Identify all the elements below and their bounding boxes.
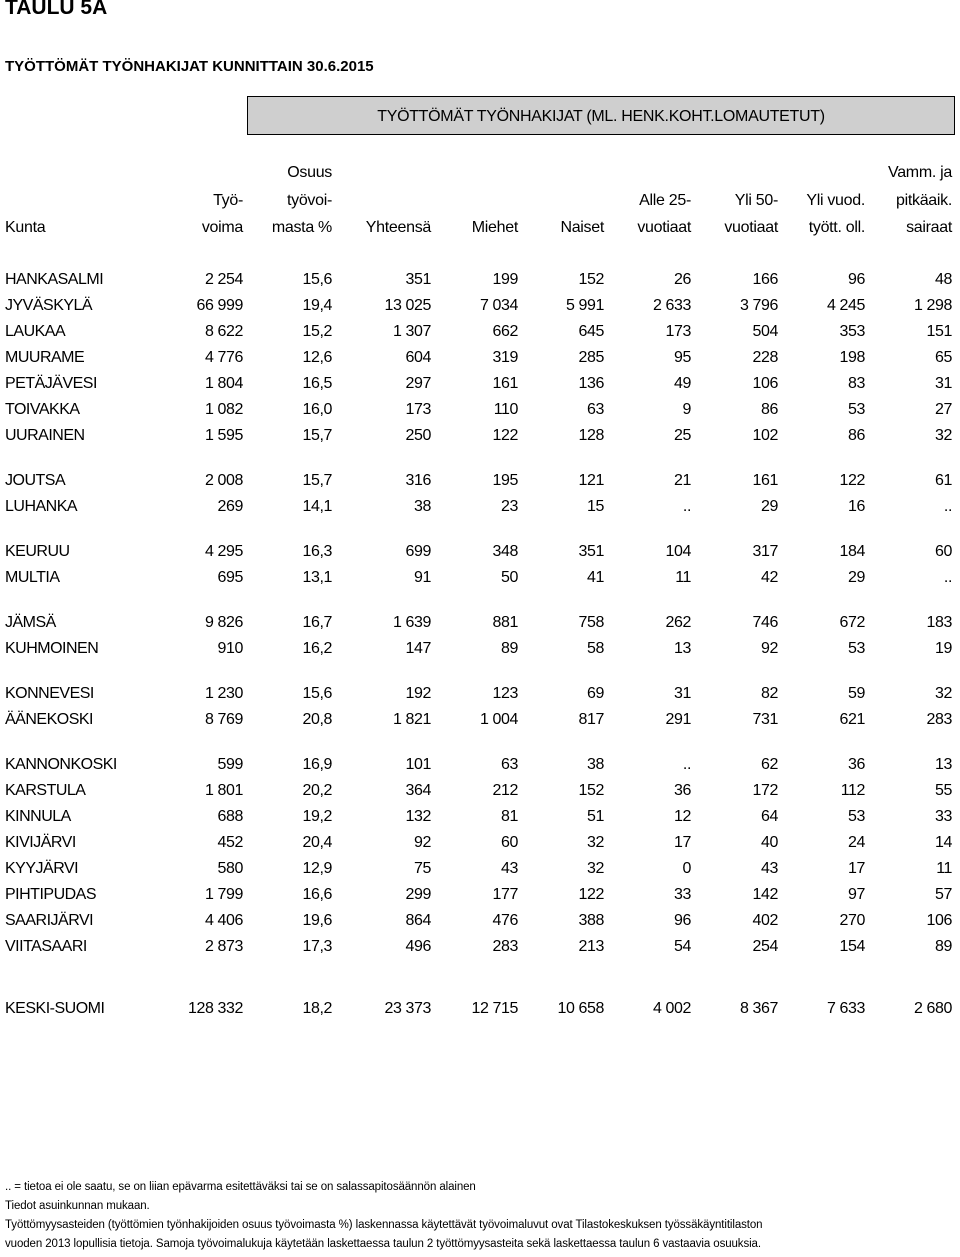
table-cell: 69 xyxy=(587,685,604,702)
table-cell: 184 xyxy=(839,543,865,560)
table-cell: 23 xyxy=(501,498,518,515)
table-cell: 250 xyxy=(405,427,431,444)
municipality-name: KARSTULA xyxy=(5,782,86,799)
table-cell: 49 xyxy=(674,375,691,392)
table-cell: 65 xyxy=(935,349,952,366)
table-cell: 50 xyxy=(501,569,518,586)
table-cell: 132 xyxy=(405,808,431,825)
table-cell: 1 082 xyxy=(204,401,243,418)
table-cell: 580 xyxy=(217,860,243,877)
table-cell: 128 xyxy=(578,427,604,444)
table-cell: 122 xyxy=(839,472,865,489)
table-cell: 16,6 xyxy=(302,886,332,903)
table-cell: 32 xyxy=(935,685,952,702)
table-cell: 147 xyxy=(405,640,431,657)
table-cell: 1 639 xyxy=(392,614,431,631)
table-cell: 20,4 xyxy=(302,834,332,851)
table-cell: 16,9 xyxy=(302,756,332,773)
table-cell: 63 xyxy=(587,401,604,418)
table-cell: 817 xyxy=(578,711,604,728)
table-cell: 4 406 xyxy=(204,912,243,929)
table-cell: 228 xyxy=(752,349,778,366)
table-cell: 9 826 xyxy=(204,614,243,631)
table-cell: 1 595 xyxy=(204,427,243,444)
table-cell: 402 xyxy=(752,912,778,929)
table-cell: 8 367 xyxy=(739,1000,778,1017)
table-cell: 97 xyxy=(848,886,865,903)
table-cell: 1 799 xyxy=(204,886,243,903)
table-cell: 16,5 xyxy=(302,375,332,392)
table-cell: 316 xyxy=(405,472,431,489)
table-cell: 31 xyxy=(935,375,952,392)
table-cell: 64 xyxy=(761,808,778,825)
table-cell: 16 xyxy=(848,498,865,515)
table-cell: 177 xyxy=(492,886,518,903)
table-cell: 621 xyxy=(839,711,865,728)
footnote-line: .. = tietoa ei ole saatu, se on liian epävarma esitettäväksi tai se on salassapitosäännön alainen xyxy=(5,1181,476,1193)
table-cell: 20,2 xyxy=(302,782,332,799)
table-cell: 122 xyxy=(492,427,518,444)
table-cell: 21 xyxy=(674,472,691,489)
table-cell: 746 xyxy=(752,614,778,631)
table-cell: 192 xyxy=(405,685,431,702)
table-cell: 11 xyxy=(675,569,691,586)
table-cell: 29 xyxy=(761,498,778,515)
table-cell: 82 xyxy=(761,685,778,702)
table-cell: 173 xyxy=(405,401,431,418)
municipality-name: UURAINEN xyxy=(5,427,85,444)
table-cell: 364 xyxy=(405,782,431,799)
table-cell: 864 xyxy=(405,912,431,929)
column-header: Yhteensä xyxy=(365,219,431,236)
table-cell: 17 xyxy=(674,834,691,851)
table-cell: 92 xyxy=(414,834,431,851)
municipality-name: JÄMSÄ xyxy=(5,614,56,631)
table-cell: 16,7 xyxy=(302,614,332,631)
table-cell: 348 xyxy=(492,543,518,560)
table-cell: 14 xyxy=(935,834,952,851)
table-cell: 15,7 xyxy=(302,427,332,444)
table-cell: 60 xyxy=(935,543,952,560)
table-cell: 672 xyxy=(839,614,865,631)
table-cell: 13 xyxy=(674,640,691,657)
municipality-name: KONNEVESI xyxy=(5,685,94,702)
table-cell: 58 xyxy=(587,640,604,657)
table-cell: 33 xyxy=(935,808,952,825)
table-cell: 66 999 xyxy=(196,297,243,314)
table-cell: 7 034 xyxy=(479,297,518,314)
table-cell: 1 004 xyxy=(479,711,518,728)
table-cell: 283 xyxy=(926,711,952,728)
table-cell: 1 298 xyxy=(913,297,952,314)
municipality-name: KANNONKOSKI xyxy=(5,756,117,773)
table-cell: 154 xyxy=(839,938,865,955)
table-cell: 12,6 xyxy=(302,349,332,366)
table-cell: 2 633 xyxy=(652,297,691,314)
table-cell: 2 680 xyxy=(913,1000,952,1017)
table-cell: 604 xyxy=(405,349,431,366)
table-cell: 62 xyxy=(761,756,778,773)
table-cell: 297 xyxy=(405,375,431,392)
table-cell: 136 xyxy=(578,375,604,392)
table-cell: 16,3 xyxy=(302,543,332,560)
municipality-name: KIVIJÄRVI xyxy=(5,834,76,851)
table-cell: 61 xyxy=(935,472,952,489)
table-cell: 89 xyxy=(501,640,518,657)
table-cell: 33 xyxy=(674,886,691,903)
table-cell: 15 xyxy=(587,498,604,515)
table-cell: 23 373 xyxy=(384,1000,431,1017)
table-cell: 19,4 xyxy=(302,297,332,314)
table-cell: 123 xyxy=(492,685,518,702)
municipality-name: KUHMOINEN xyxy=(5,640,99,657)
table-cell: 351 xyxy=(405,271,431,288)
table-cell: 57 xyxy=(935,886,952,903)
table-cell: 53 xyxy=(848,401,865,418)
table-cell: 198 xyxy=(839,349,865,366)
table-cell: 102 xyxy=(752,427,778,444)
table-cell: 17 xyxy=(848,860,865,877)
table-cell: 504 xyxy=(752,323,778,340)
table-cell: 0 xyxy=(682,860,691,877)
table-cell: 12 715 xyxy=(471,1000,518,1017)
table-cell: .. xyxy=(943,498,952,515)
column-header: voima xyxy=(201,219,243,236)
table-cell: 213 xyxy=(578,938,604,955)
column-header: Alle 25- xyxy=(639,192,691,209)
table-cell: 86 xyxy=(848,427,865,444)
table-cell: 20,8 xyxy=(302,711,332,728)
column-header: Yli vuod. xyxy=(806,192,865,209)
table-cell: 2 254 xyxy=(204,271,243,288)
table-cell: 15,2 xyxy=(302,323,332,340)
table-cell: 161 xyxy=(752,472,778,489)
table-cell: 51 xyxy=(587,808,604,825)
table-cell: 26 xyxy=(674,271,691,288)
table-cell: 13 xyxy=(935,756,952,773)
table-cell: 63 xyxy=(501,756,518,773)
table-cell: 758 xyxy=(578,614,604,631)
table-cell: 75 xyxy=(414,860,431,877)
column-header: vuotiaat xyxy=(637,219,691,236)
table-cell: 212 xyxy=(492,782,518,799)
table-cell: 24 xyxy=(848,834,865,851)
municipality-name: PIHTIPUDAS xyxy=(5,886,97,903)
footnote-line: Työttömyysasteiden (työttömien työnhakijoiden osuus työvoimasta %) laskennassa käytettävät työvoimaluvut ovat Tilastokeskuksen työssäkäyntitilaston xyxy=(5,1219,763,1231)
table-cell: 59 xyxy=(848,685,865,702)
table-cell: 5 991 xyxy=(565,297,604,314)
municipality-name: VIITASAARI xyxy=(5,938,87,955)
table-cell: 7 633 xyxy=(826,1000,865,1017)
column-header: sairaat xyxy=(906,219,952,236)
table-cell: 110 xyxy=(493,401,518,418)
table-cell: 41 xyxy=(587,569,604,586)
table-cell: 25 xyxy=(674,427,691,444)
column-header: Miehet xyxy=(471,219,518,236)
table-cell: 32 xyxy=(587,860,604,877)
table-cell: 104 xyxy=(665,543,691,560)
table-cell: 122 xyxy=(578,886,604,903)
column-header: pitkäaik. xyxy=(896,192,952,209)
table-cell: 299 xyxy=(405,886,431,903)
table-cell: 1 801 xyxy=(204,782,243,799)
table-cell: 36 xyxy=(848,756,865,773)
column-header: Kunta xyxy=(5,219,46,236)
table-cell: 128 332 xyxy=(187,1000,243,1017)
table-cell: 731 xyxy=(752,711,778,728)
municipality-name: JOUTSA xyxy=(5,472,66,489)
table-cell: 112 xyxy=(840,782,865,799)
table-cell: 32 xyxy=(935,427,952,444)
table-cell: 910 xyxy=(217,640,243,657)
table-cell: 166 xyxy=(752,271,778,288)
table-cell: 14,1 xyxy=(302,498,332,515)
table-cell: 283 xyxy=(492,938,518,955)
column-header: Työ- xyxy=(213,192,243,209)
table-cell: 262 xyxy=(665,614,691,631)
table-cell: 15,6 xyxy=(302,685,332,702)
table-cell: 31 xyxy=(674,685,691,702)
table-cell: 17,3 xyxy=(302,938,332,955)
table-cell: 199 xyxy=(492,271,518,288)
municipality-name: KESKI-SUOMI xyxy=(5,1000,105,1017)
table-cell: 319 xyxy=(492,349,518,366)
table-cell: 15,6 xyxy=(302,271,332,288)
table-cell: .. xyxy=(682,498,691,515)
table-cell: 92 xyxy=(761,640,778,657)
table-cell: 101 xyxy=(405,756,431,773)
table-cell: 195 xyxy=(492,472,518,489)
table-cell: 152 xyxy=(578,782,604,799)
municipality-name: LAUKAA xyxy=(5,323,66,340)
municipality-name: MULTIA xyxy=(5,569,60,586)
table-cell: 476 xyxy=(492,912,518,929)
table-cell: 2 008 xyxy=(204,472,243,489)
table-cell: 496 xyxy=(405,938,431,955)
table-cell: 688 xyxy=(217,808,243,825)
table-cell: 12,9 xyxy=(302,860,332,877)
table-cell: 151 xyxy=(926,323,952,340)
table-cell: 1 821 xyxy=(392,711,431,728)
table-cell: 388 xyxy=(578,912,604,929)
table-cell: .. xyxy=(943,569,952,586)
table-cell: 2 873 xyxy=(204,938,243,955)
table-cell: 881 xyxy=(492,614,518,631)
table-cell: 269 xyxy=(217,498,243,515)
table-cell: 317 xyxy=(752,543,778,560)
table-cell: 351 xyxy=(578,543,604,560)
column-header: Osuus xyxy=(287,164,332,181)
table-cell: 353 xyxy=(839,323,865,340)
table-cell: 54 xyxy=(674,938,691,955)
municipality-name: LUHANKA xyxy=(5,498,78,515)
table-cell: 106 xyxy=(926,912,952,929)
table-cell: 254 xyxy=(752,938,778,955)
municipality-name: KEURUU xyxy=(5,543,70,560)
group-header: TYÖTTÖMÄT TYÖNHAKIJAT (ML. HENK.KOHT.LOMAUTETUT) xyxy=(247,96,955,135)
table-cell: 12 xyxy=(674,808,691,825)
municipality-name: JYVÄSKYLÄ xyxy=(5,297,93,314)
table-cell: 699 xyxy=(405,543,431,560)
table-cell: 53 xyxy=(848,808,865,825)
municipality-name: MUURAME xyxy=(5,349,85,366)
table-cell: 53 xyxy=(848,640,865,657)
table-cell: 96 xyxy=(848,271,865,288)
table-cell: 1 307 xyxy=(392,323,431,340)
table-cell: 3 796 xyxy=(739,297,778,314)
table-cell: 91 xyxy=(414,569,431,586)
table-cell: 285 xyxy=(578,349,604,366)
table-cell: 270 xyxy=(839,912,865,929)
table-cell: 599 xyxy=(217,756,243,773)
table-cell: 173 xyxy=(665,323,691,340)
table-cell: 9 xyxy=(682,401,691,418)
column-header: vuotiaat xyxy=(724,219,778,236)
table-cell: 4 776 xyxy=(204,349,243,366)
table-cell: 8 769 xyxy=(204,711,243,728)
table-cell: 19,6 xyxy=(302,912,332,929)
table-cell: 4 002 xyxy=(652,1000,691,1017)
table-cell: 60 xyxy=(501,834,518,851)
table-cell: 695 xyxy=(217,569,243,586)
column-header: Yli 50- xyxy=(734,192,778,209)
column-header: Vamm. ja xyxy=(888,164,952,181)
footnote-line: Tiedot asuinkunnan mukaan. xyxy=(5,1200,150,1212)
table-cell: 142 xyxy=(752,886,778,903)
table-cell: 8 622 xyxy=(204,323,243,340)
table-cell: 29 xyxy=(848,569,865,586)
table-cell: 645 xyxy=(578,323,604,340)
table-cell: 27 xyxy=(935,401,952,418)
column-header: työvoi- xyxy=(286,192,332,209)
table-cell: 1 230 xyxy=(204,685,243,702)
column-header: masta % xyxy=(271,219,332,236)
table-cell: 40 xyxy=(761,834,778,851)
footnote-line: vuoden 2013 lopullisia tietoja. Samoja työvoimalukuja käytetään laskettaessa taulun 2 työttömyysasteita sekä laskettaessa taulun 6 vastaavia osuuksia. xyxy=(5,1238,761,1250)
table-cell: 36 xyxy=(674,782,691,799)
municipality-name: PETÄJÄVESI xyxy=(5,375,97,392)
table-cell: 183 xyxy=(926,614,952,631)
table-cell: 19,2 xyxy=(302,808,332,825)
table-cell: 96 xyxy=(674,912,691,929)
table-cell: 13,1 xyxy=(302,569,332,586)
table-cell: 42 xyxy=(761,569,778,586)
table-cell: 16,2 xyxy=(302,640,332,657)
table-cell: 83 xyxy=(848,375,865,392)
table-cell: 4 295 xyxy=(204,543,243,560)
table-cell: .. xyxy=(682,756,691,773)
table-cell: 89 xyxy=(935,938,952,955)
table-cell: 291 xyxy=(665,711,691,728)
table-cell: 55 xyxy=(935,782,952,799)
table-cell: 32 xyxy=(587,834,604,851)
table-cell: 13 025 xyxy=(384,297,431,314)
table-title: TAULU 5A xyxy=(5,0,108,19)
table-cell: 19 xyxy=(935,640,952,657)
table-cell: 15,7 xyxy=(302,472,332,489)
table-cell: 43 xyxy=(501,860,518,877)
table-cell: 10 658 xyxy=(557,1000,604,1017)
municipality-name: TOIVAKKA xyxy=(5,401,80,418)
table-cell: 95 xyxy=(674,349,691,366)
table-cell: 38 xyxy=(414,498,431,515)
table-cell: 161 xyxy=(492,375,518,392)
municipality-name: SAARIJÄRVI xyxy=(5,912,94,929)
table-cell: 452 xyxy=(217,834,243,851)
table-cell: 38 xyxy=(587,756,604,773)
table-cell: 18,2 xyxy=(302,1000,332,1017)
table-cell: 11 xyxy=(936,860,952,877)
column-header: Naiset xyxy=(560,219,604,236)
municipality-name: ÄÄNEKOSKI xyxy=(5,711,93,728)
table-cell: 106 xyxy=(752,375,778,392)
table-cell: 152 xyxy=(578,271,604,288)
table-cell: 1 804 xyxy=(204,375,243,392)
table-cell: 662 xyxy=(492,323,518,340)
table-cell: 81 xyxy=(501,808,518,825)
table-cell: 86 xyxy=(761,401,778,418)
column-header: tyött. oll. xyxy=(808,219,865,236)
table-cell: 4 245 xyxy=(826,297,865,314)
table-cell: 172 xyxy=(752,782,778,799)
table-cell: 121 xyxy=(578,472,604,489)
table-cell: 16,0 xyxy=(302,401,332,418)
municipality-name: KINNULA xyxy=(5,808,71,825)
table-subtitle: TYÖTTÖMÄT TYÖNHAKIJAT KUNNITTAIN 30.6.2015 xyxy=(5,58,374,75)
municipality-name: KYYJÄRVI xyxy=(5,860,79,877)
municipality-name: HANKASALMI xyxy=(5,271,104,288)
table-cell: 43 xyxy=(761,860,778,877)
table-cell: 48 xyxy=(935,271,952,288)
